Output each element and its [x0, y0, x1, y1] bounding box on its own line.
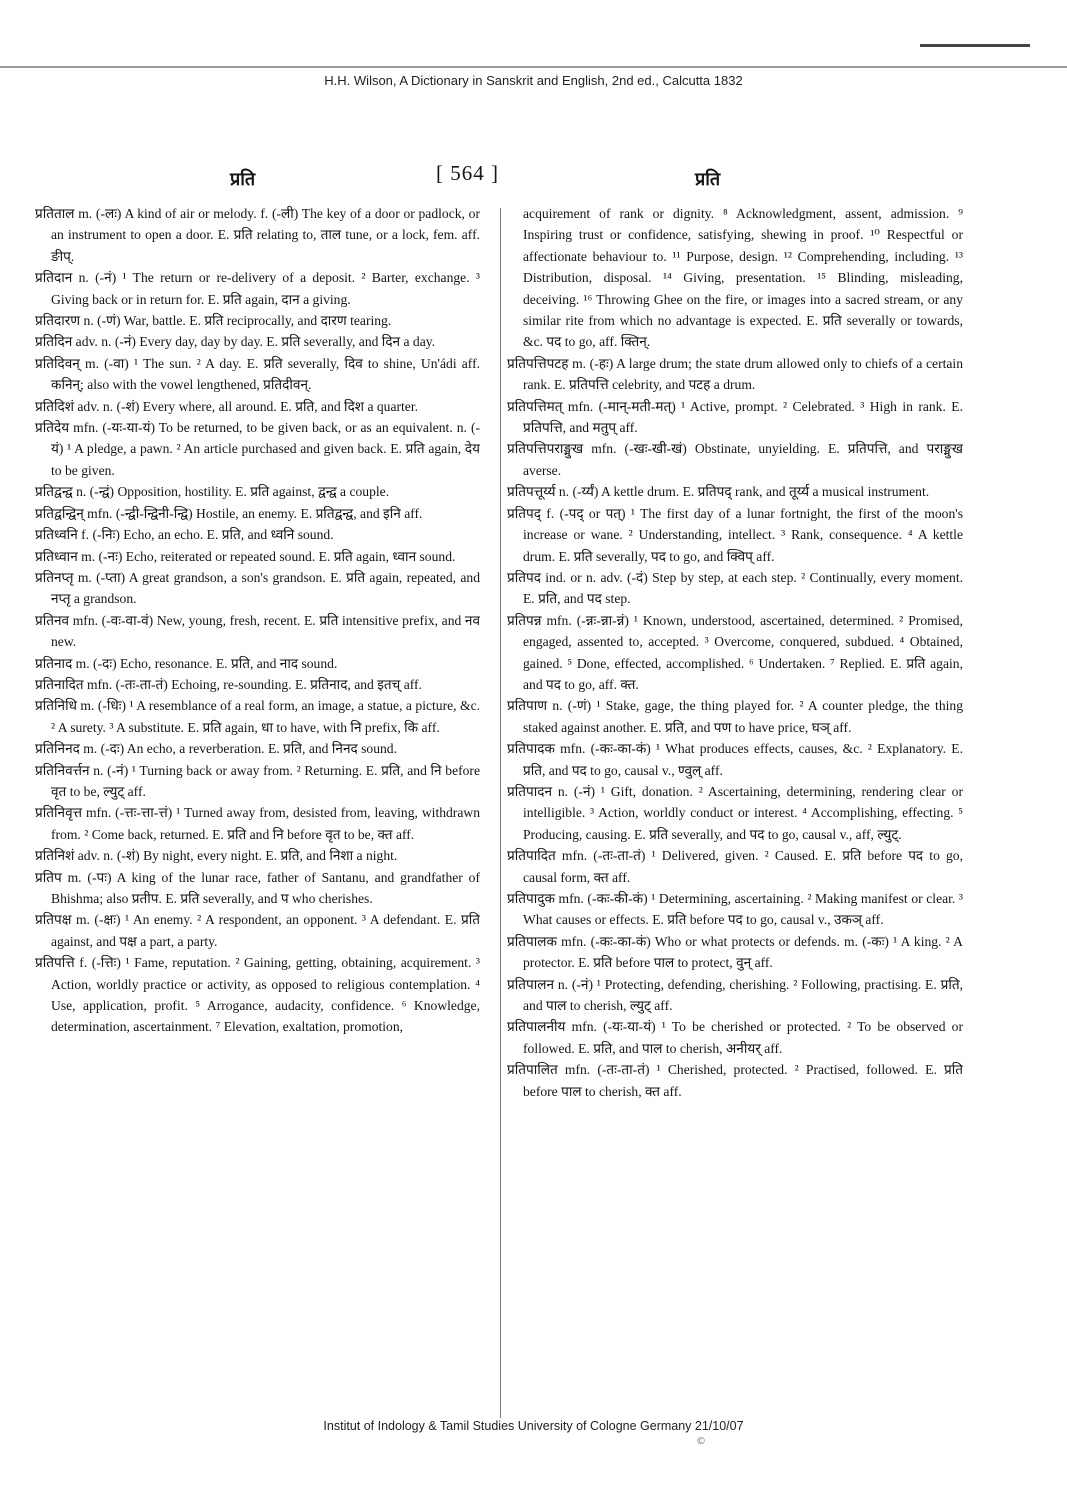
dictionary-entry: प्रतिनादित mfn. (-तः-ता-तं) Echoing, re-sounding. E. प्रतिनाद, and इतच् aff.	[35, 676, 422, 692]
left-column	[35, 203, 480, 1421]
dictionary-entry: प्रतिद्वन्द्व n. (-न्द्वं) Opposition, hostility. E. प्रति against, द्वन्द्व a couple.	[35, 484, 390, 500]
dictionary-entry: प्रतिपत्तिमत् mfn. (-मान्-मती-मत्) ¹ Active, prompt. ² Celebrated. ³ High in rank. E. प्रतिपत्ति, and मतुप् aff.	[507, 398, 963, 436]
right-column	[507, 203, 963, 1421]
dictionary-entry: प्रतिनव mfn. (-वः-वा-वं) New, young, fresh, recent. E. प्रति intensitive prefix, and नव new.	[35, 612, 480, 650]
dictionary-entry: प्रतिनिशं adv. n. (-शं) By night, every night. E. प्रति, and निशा a night.	[35, 848, 398, 864]
dictionary-entry: प्रतिपक्ष m. (-क्षः) ¹ An enemy. ² A respondent, an opponent. ³ A defendant. E. प्रति against, and पक्ष a part, a party.	[35, 912, 480, 949]
dictionary-entry: प्रतिपालन n. (-नं) ¹ Protecting, defending, cherishing. ² Following, practising. E. प्रति, and पाल to cherish, ल्युट् aff.	[507, 976, 963, 1014]
column-divider	[500, 208, 501, 1418]
dictionary-entry: प्रतिपद ind. or n. adv. (-दं) Step by step, at each step. ² Continually, every moment. E. प्रति, and पद step.	[507, 569, 963, 607]
dictionary-entry: प्रतिध्वनि f. (-निः) Echo, an echo. E. प्रति, and ध्वनि sound.	[35, 527, 334, 543]
dictionary-entry: प्रतिताल m. (-लः) A kind of air or melody. f. (-ली) The key of a door or padlock, or an instrument to open a door. E. प्रति relating to, ताल tune, or a lock, fem. aff. ङीप्.	[35, 206, 480, 264]
top-edge-mark	[920, 44, 1030, 47]
dictionary-entry: प्रतिनिवर्त्तन n. (-नं) ¹ Turning back or away from. ² Returning. E. प्रति, and नि before वृत to be, ल्युट् aff.	[35, 762, 480, 799]
copyright-mark: ©	[696, 1436, 706, 1447]
dictionary-entry: प्रतिपादित mfn. (-तः-ता-तं) ¹ Delivered, given. ² Caused. E. प्रति before पद to go, causal form, क्त aff.	[507, 848, 963, 885]
dictionary-entry: प्रतिपत्ति f. (-त्तिः) ¹ Fame, reputation. ² Gaining, getting, obtaining, acquirement. ³ Action, worldly practice or activity, as opposed to religious contemplation. ⁴ Use, application, profit. ⁵ Arrogance, audacity, confidence. ⁶ Knowledge, determination, ascertainment. ⁷ Elevation, exaltation, promotion,	[35, 955, 480, 1035]
footer-credit: Institut of Indology & Tamil Studies University of Cologne Germany 21/10/07	[323, 1419, 744, 1433]
dictionary-entry: प्रतिदिवन् m. (-वा) ¹ The sun. ² A day. E. प्रति severally, दिव to shine, Un'ádi aff. कनिन्; also with the vowel lengthened, प्रतिदीवन्.	[35, 355, 480, 393]
source-citation: H.H. Wilson, A Dictionary in Sanskrit and English, 2nd ed., Calcutta 1832	[324, 73, 743, 88]
dictionary-entry: प्रतिपादन n. (-नं) ¹ Gift, donation. ² Ascertaining, determining, rendering clear or intelligible. ³ Action, worldly conduct or interest. ⁴ Accomplishing, effecting. ⁵ Producing, causing. E. प्रति severally, and पद to go, causal v., aff, ल्युट्.	[507, 783, 963, 842]
dictionary-entry: प्रतिद्वन्द्विन् mfn. (-न्द्वी-न्द्विनी-न्द्वि) Hostile, an enemy. E. प्रतिद्वन्द्व, and इनि aff.	[35, 505, 423, 521]
running-head-right: प्रति	[695, 169, 721, 190]
dictionary-entry: प्रतिदान n. (-नं) ¹ The return or re-delivery of a deposit. ² Barter, exchange. ³ Giving back or in return for. E. प्रति again, दान a giving.	[35, 270, 480, 307]
dictionary-entry: प्रतिपालनीय mfn. (-यः-या-यं) ¹ To be cherished or protected. ² To be observed or followed. E. प्रति, and पाल to cherish, अनीयर् aff.	[507, 1019, 963, 1056]
dictionary-entry: प्रतिपत्तिपराङ्मुख mfn. (-खः-खी-खं) Obstinate, unyielding. E. प्रतिपत्ति, and पराङ्मुख averse.	[507, 441, 963, 478]
top-rule	[0, 66, 1067, 68]
page-number: [ 564 ]	[436, 161, 499, 185]
dictionary-entry: प्रतिनिनद m. (-दः) An echo, a reverberation. E. प्रति, and निनद sound.	[35, 741, 397, 757]
dictionary-entry: प्रतिदेय mfn. (-यः-या-यं) To be returned, to be given back, or as an equivalent. n. (-यं) ¹ A pledge, a pawn. ² An article purchased and given back. E. प्रति again, देय to be given.	[35, 420, 480, 478]
dictionary-entry: प्रतिपद् f. (-पद् or पत्) ¹ The first day of a lunar fortnight, the first of the moon's increase or wane. ² Understanding, intellect. ³ Rank, consequence. ⁴ A kettle drum. E. प्रति severally, पद to go, and क्विप् aff.	[507, 505, 963, 564]
dictionary-entry: प्रतिपालित mfn. (-तः-ता-तं) ¹ Cherished, protected. ² Practised, followed. E. प्रति before पाल to cherish, क्त aff.	[507, 1062, 963, 1099]
dictionary-entry: प्रतिपन्न mfn. (-न्नः-न्ना-न्नं) ¹ Known, understood, ascertained, determined. ² Promised, engaged, assented to, accepted. ³ Overcome, conquered, subdued. ⁴ Obtained, gained. ⁵ Done, effected, accomplished. ⁶ Undertaken. ⁷ Replied. E. प्रति again, and पद to go, aff. क्त.	[507, 612, 963, 692]
dictionary-entry: प्रतिपालक mfn. (-कः-का-कं) Who or what protects or defends. m. (-कः) ¹ A king. ² A protector. E. प्रति before पाल to protect, वुन् aff.	[507, 933, 963, 971]
dictionary-entry-continued: acquirement of rank or dignity. ⁸ Acknowledgment, assent, admission. ⁹ Inspiring trust or confidence, satisfying, shewing in proof. ¹⁰ Respectful or affectionate behaviour to. ¹¹ Purpose, design. ¹² Comprehending, including. ¹³ Distribution, disposal. ¹⁴ Giving, presentation. ¹⁵ Blinding, misleading, deceiving. ¹⁶ Throwing Ghee on the fire, or images into a sacred stream, or any similar rite from which no advantage is expected. E. प्रति severally or towards, &c. पद to go, aff. क्तिन्.	[523, 206, 963, 350]
dictionary-entry: प्रतिपत्तूर्य्य n. (-र्य्यं) A kettle drum. E. प्रतिपद् rank, and तूर्य्य a musical instrument.	[507, 484, 930, 500]
dictionary-entry: प्रतिपत्तिपटह m. (-हः) A large drum; the state drum allowed only to chiefs of a certain rank. E. प्रतिपत्ति celebrity, and पटह a drum.	[507, 355, 963, 393]
dictionary-entry: प्रतिदारण n. (-णं) War, battle. E. प्रति reciprocally, and दारण tearing.	[35, 313, 392, 329]
dictionary-entry: प्रतिनिवृत्त mfn. (-त्तः-त्ता-त्तं) ¹ Turned away from, desisted from, leaving, withdrawn from. ² Come back, returned. E. प्रति and नि before वृत to be, क्त aff.	[35, 805, 480, 842]
running-head-left: प्रति	[230, 169, 256, 190]
dictionary-entry: प्रतिनप्तृ m. (-प्ता) A great grandson, a son's grandson. E. प्रति again, repeated, and नप्तृ a grandson.	[35, 569, 480, 607]
dictionary-entry: प्रतिपाण n. (-णं) ¹ Stake, gage, the thing played for. ² A counter pledge, the thing staked against another. E. प्रति, and पण to have price, घञ् aff.	[507, 698, 963, 735]
dictionary-entry: प्रतिध्वान m. (-नः) Echo, reiterated or repeated sound. E. प्रति again, ध्वान sound.	[35, 548, 456, 564]
dictionary-entry: प्रतिनाद m. (-दः) Echo, resonance. E. प्रति, and नाद sound.	[35, 655, 338, 671]
dictionary-entry: प्रतिनिधि m. (-धिः) ¹ A resemblance of a real form, an image, a statue, a picture, &c. ² A surety. ³ A substitute. E. प्रति again, धा to have, with नि prefix, कि aff.	[35, 698, 480, 735]
dictionary-entry: प्रतिपादक mfn. (-कः-का-कं) ¹ What produces effects, causes, &c. ² Explanatory. E. प्रति, and पद to go, causal v., ण्वुल् aff.	[507, 741, 963, 778]
dictionary-entry: प्रतिपादुक mfn. (-कः-की-कं) ¹ Determining, ascertaining. ² Making manifest or clear. ³ What causes or effects. E. प्रति before पद to go, causal v., उकञ् aff.	[507, 891, 963, 928]
dictionary-entry: प्रतिदिन adv. n. (-नं) Every day, day by day. E. प्रति severally, and दिन a day.	[35, 334, 436, 350]
dictionary-entry: प्रतिप m. (-पः) A king of the lunar race, father of Santanu, and grandfather of Bhishma; also प्रतीप. E. प्रति severally, and प who cherishes.	[35, 869, 480, 906]
dictionary-entry: प्रतिदिशं adv. n. (-शं) Every where, all around. E. प्रति, and दिश a quarter.	[35, 398, 419, 414]
